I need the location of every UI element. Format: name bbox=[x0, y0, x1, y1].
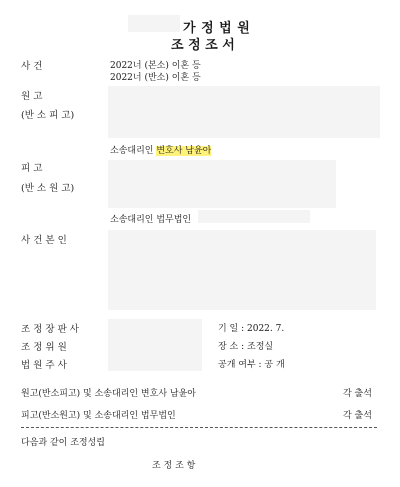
hearing-date: 기 일 : 2022. 7. bbox=[218, 324, 285, 334]
separator-dotted-line bbox=[21, 427, 377, 428]
agreement-statement: 다음과 같이 조정성립 bbox=[21, 438, 105, 448]
plaintiff-sublabel: (반 소 피 고) bbox=[21, 110, 75, 121]
attendance-plaintiff: 원고(반소피고) 및 소송대리인 변호사 남윤아 bbox=[21, 389, 196, 399]
redacted-defendant-counsel bbox=[198, 210, 310, 223]
plaintiff-counsel-prefix: 소송대리인 bbox=[110, 146, 157, 156]
clerk-label: 법 원 주 사 bbox=[21, 360, 67, 371]
member-label: 조 정 위 원 bbox=[21, 342, 67, 353]
redacted-court-name bbox=[128, 15, 180, 32]
plaintiff-label: 원 고 bbox=[21, 91, 43, 102]
redacted-plaintiff-info bbox=[108, 86, 380, 138]
public-status: 공개 여부 : 공 개 bbox=[218, 360, 285, 370]
attendance-defendant: 피고(반소원고) 및 소송대리인 법무법인 bbox=[21, 411, 176, 421]
attendance-plaintiff-status: 각 출석 bbox=[343, 389, 372, 399]
redacted-officials bbox=[108, 319, 202, 371]
defendant-counsel: 소송대리인 법무법인 bbox=[110, 215, 192, 225]
case-line-1: 2022너 (본소) 이혼 등 bbox=[110, 61, 201, 71]
case-line-2: 2022너 (반소) 이혼 등 bbox=[110, 73, 201, 83]
case-label: 사 건 bbox=[21, 61, 43, 72]
hearing-place: 장 소 : 조정실 bbox=[218, 342, 274, 352]
defendant-sublabel: (반 소 원 고) bbox=[21, 183, 75, 194]
redacted-principal-info bbox=[108, 230, 376, 310]
judge-label: 조 정 장 판 사 bbox=[21, 324, 79, 335]
attendance-defendant-status: 각 출석 bbox=[343, 411, 372, 421]
plaintiff-counsel bbox=[110, 143, 211, 156]
redacted-defendant-info bbox=[108, 160, 336, 208]
plaintiff-counsel-name: 변호사 남윤아 bbox=[156, 146, 212, 156]
court-name: 가 정 법 원 bbox=[183, 21, 251, 36]
defendant-label: 피 고 bbox=[21, 163, 43, 174]
principal-label: 사 건 본 인 bbox=[21, 235, 67, 246]
terms-heading: 조 정 조 항 bbox=[152, 461, 196, 471]
document-title: 조 정 조 서 bbox=[171, 38, 235, 53]
